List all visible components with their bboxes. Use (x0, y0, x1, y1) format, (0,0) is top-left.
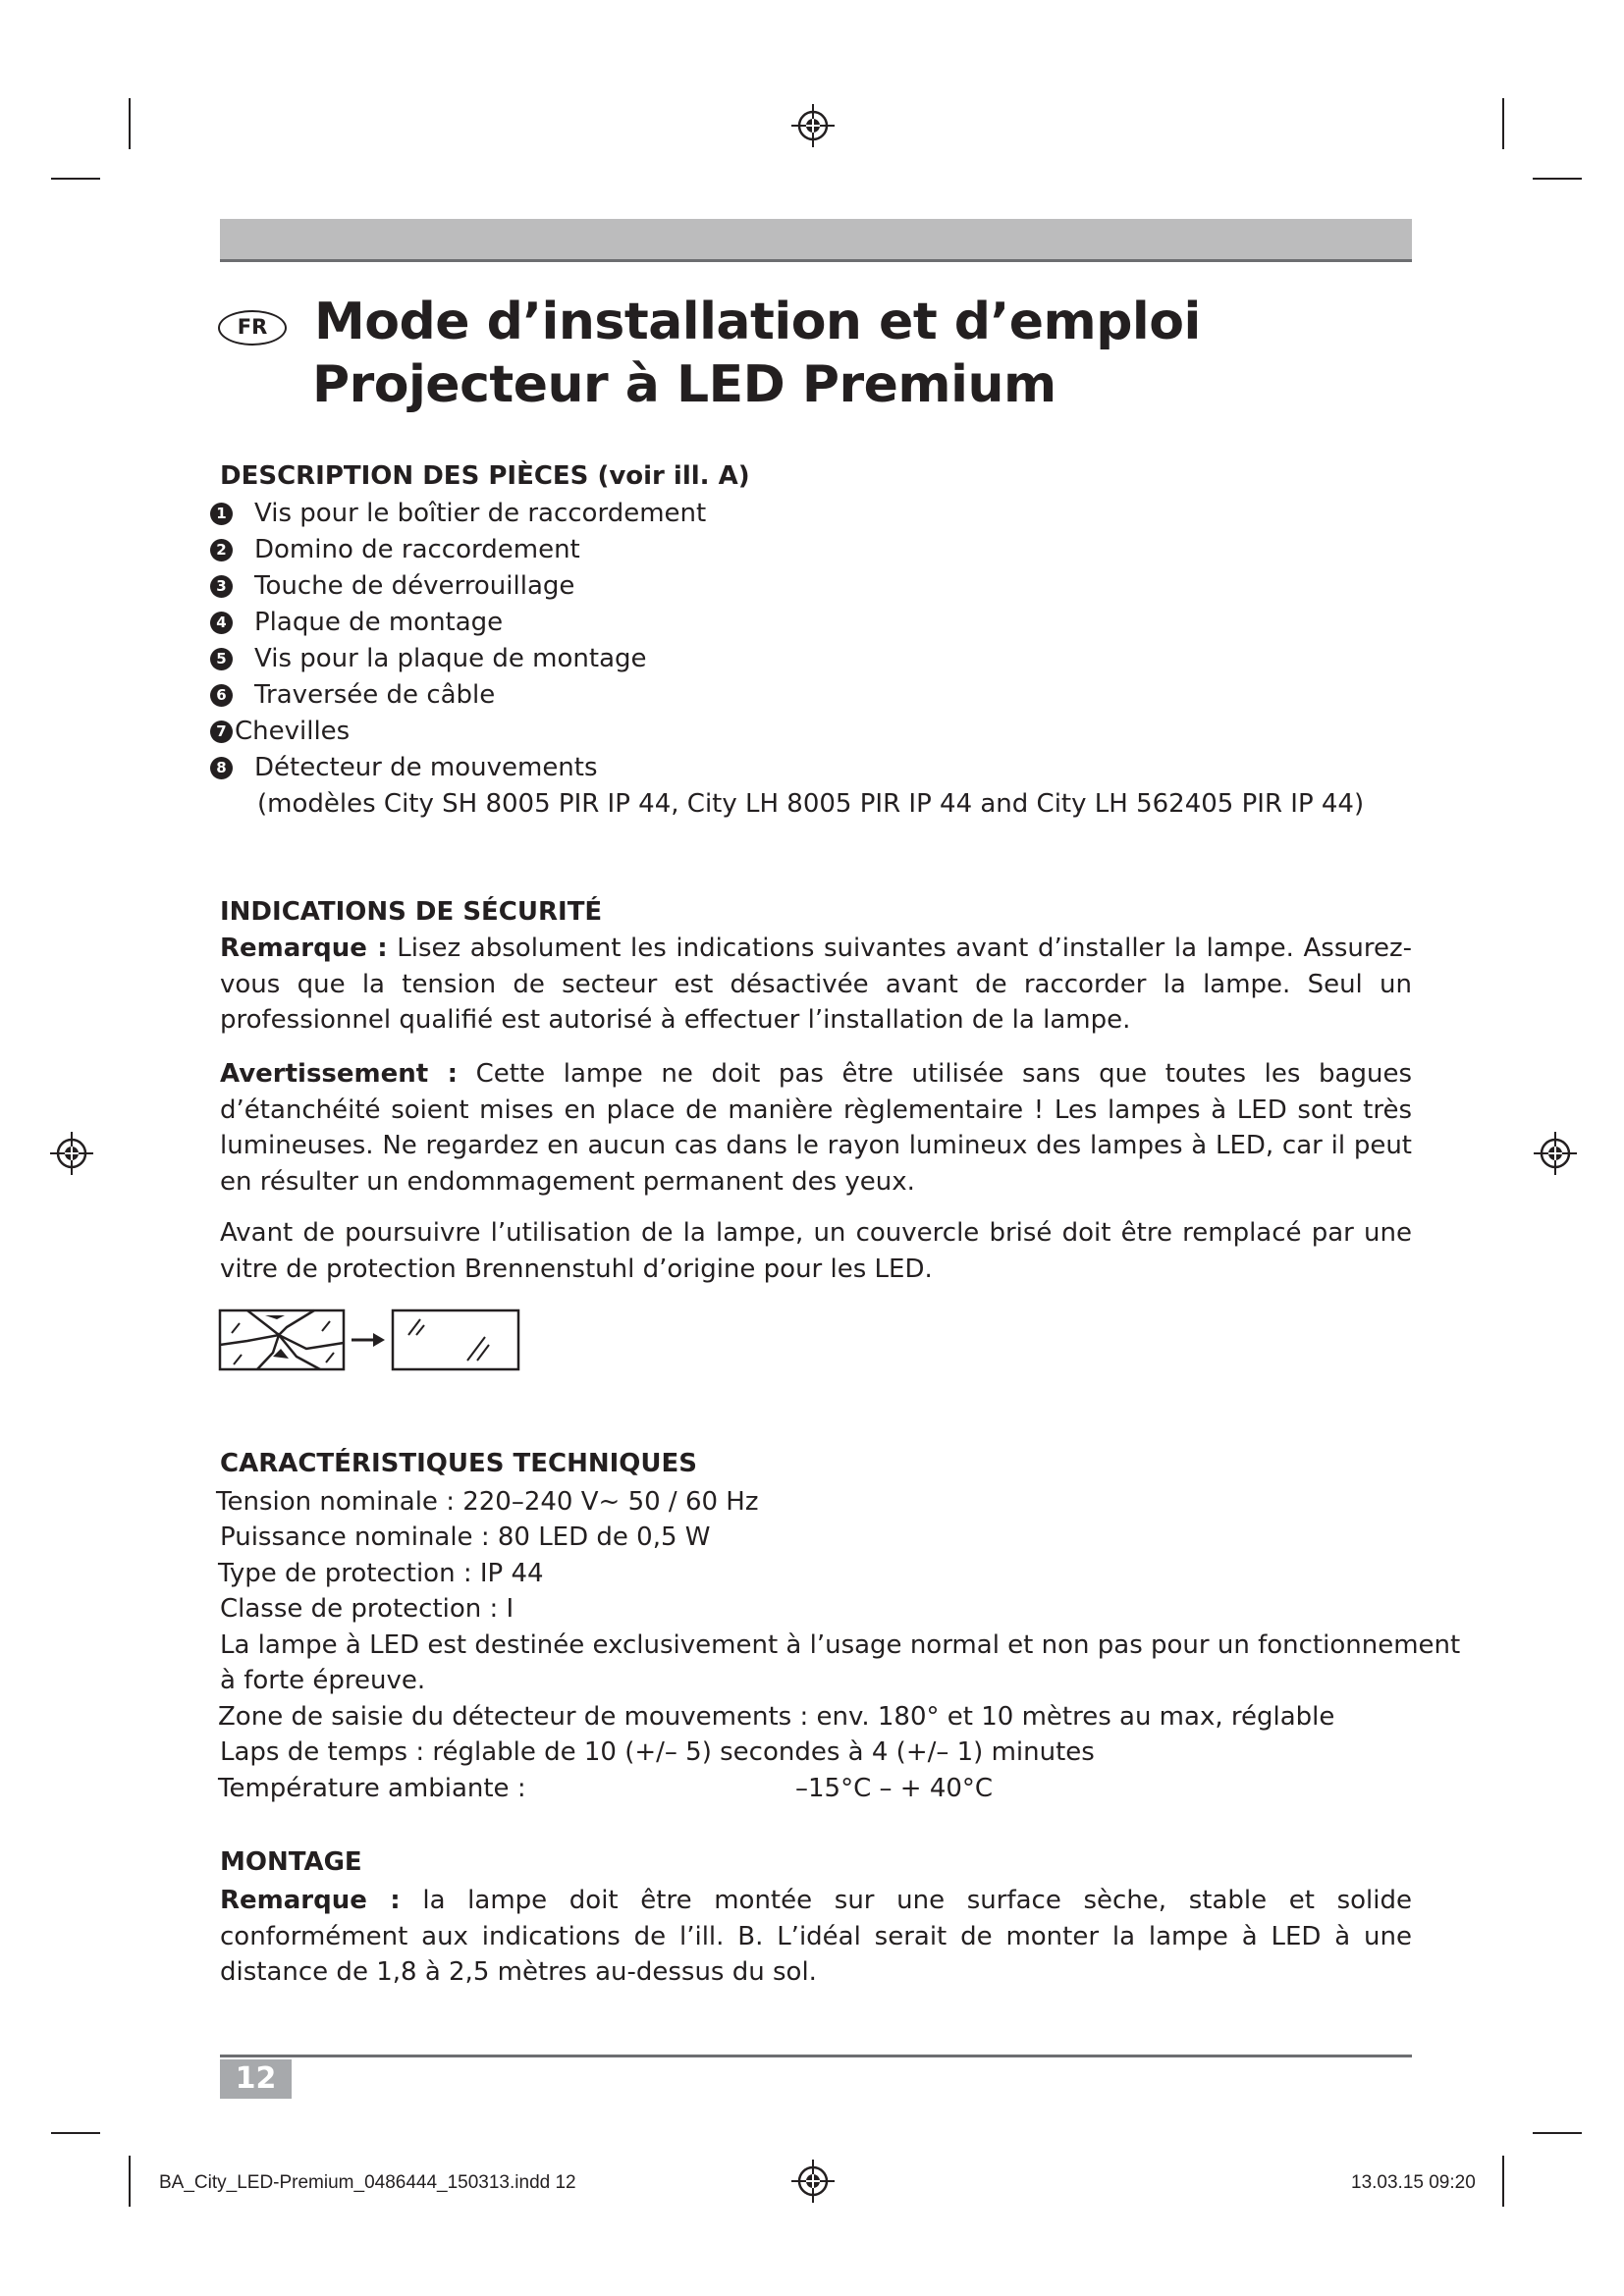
spec-usage-line2: à forte épreuve. (220, 1666, 426, 1695)
footer-rule (220, 2055, 1412, 2057)
warning-label: Avertissement : (220, 1059, 458, 1089)
list-item-label: Traversée de câble (254, 680, 496, 710)
list-item-label: Chevilles (235, 717, 351, 746)
specs-heading: CARACTÉRISTIQUES TECHNIQUES (220, 1449, 697, 1478)
crop-mark (1533, 2132, 1582, 2134)
number-badge: 2 (210, 539, 233, 561)
list-item (210, 750, 1364, 786)
file-slug: BA_City_LED-Premium_0486444_150313.indd 12 (159, 2172, 576, 2193)
language-badge: FR (218, 310, 287, 346)
crop-mark (129, 2156, 131, 2207)
spec-rated-power: Puissance nominale : 80 LED de 0,5 W (220, 1522, 711, 1552)
spec-protection-type: Type de protection : IP 44 (218, 1559, 544, 1588)
crop-mark (51, 2132, 100, 2134)
page-subtitle: Projecteur à LED Premium (312, 355, 1056, 414)
spec-time-lapse: Laps de temps : réglable de 10 (+/– 5) secondes à 4 (+/– 1) minutes (220, 1737, 1095, 1767)
spec-rated-voltage: Tension nominale : 220–240 V~ 50 / 60 Hz (216, 1487, 759, 1517)
list-item (210, 641, 1364, 677)
list-item-label: Touche de déverrouillage (254, 571, 575, 601)
crop-mark (1533, 178, 1582, 180)
safety-note (220, 931, 1412, 1039)
spec-ambient-label: Température ambiante : (218, 1774, 526, 1803)
number-badge: 3 (210, 575, 233, 598)
note-label: Remarque : (220, 934, 388, 963)
header-bar (220, 219, 1412, 262)
list-item-label: Plaque de montage (254, 608, 504, 637)
number-badge: 8 (210, 757, 233, 779)
crop-mark (1502, 2156, 1504, 2207)
number-badge: 7 (210, 721, 233, 743)
note-text: Lisez absolument les indications suivantes avant d’installer la lampe. Assurez-vous que la tension de secteur est désactivée avant de raccorder la lampe. Seul un professionnel qualifié est autorisé à effectuer l’installation de la lampe. (220, 934, 1412, 1035)
spec-detection-zone: Zone de saisie du détecteur de mouvements : env. 180° et 10 mètres au max, réglable (218, 1702, 1335, 1732)
spec-protection-class: Classe de protection : I (220, 1594, 514, 1624)
list-item (210, 714, 1364, 750)
page-number: 12 (220, 2059, 292, 2099)
registration-mark-icon (50, 1132, 93, 1175)
number-badge: 5 (210, 648, 233, 670)
mounting-note (220, 1883, 1412, 1991)
parts-list (210, 496, 1364, 823)
number-badge: 1 (210, 503, 233, 525)
list-item (210, 568, 1364, 605)
number-badge: 4 (210, 612, 233, 634)
list-item-label: Vis pour la plaque de montage (254, 644, 647, 673)
date-time-stamp: 13.03.15 09:20 (1351, 2172, 1476, 2193)
list-item (210, 532, 1364, 568)
list-item (210, 677, 1364, 714)
note-text: la lampe doit être montée sur une surface sèche, stable et solide conformément aux indications de l’ill. B. L’idéal serait de monter la lampe à LED à une distance de 1,8 à 2,5 mètres au-dessus du sol. (220, 1886, 1412, 1987)
warning-text: Cette lampe ne doit pas être utilisée sans que toutes les bagues d’étanchéité soient mises en place de manière règlementaire ! Les lampes à LED sont très lumineuses. Ne regardez en aucun cas dans le rayon lumineux des lampes à LED, car il peut en résulter un endommagement permanent des yeux. (220, 1059, 1412, 1197)
list-item-label: Vis pour le boîtier de raccordement (254, 499, 707, 528)
list-item (210, 605, 1364, 641)
mounting-heading: MONTAGE (220, 1847, 362, 1877)
spec-ambient-value: –15°C – + 40°C (795, 1774, 994, 1803)
list-item (210, 496, 1364, 532)
broken-glass-to-new-glass-icon (218, 1306, 524, 1376)
parts-heading: DESCRIPTION DES PIÈCES (voir ill. A) (220, 461, 750, 491)
registration-mark-icon (791, 104, 835, 147)
crop-mark (51, 178, 100, 180)
crop-mark (1502, 98, 1504, 149)
note-label: Remarque : (220, 1886, 401, 1915)
list-item-label: Domino de raccordement (254, 535, 580, 564)
list-item-label: Détecteur de mouvements (254, 753, 598, 782)
safety-warning (220, 1056, 1412, 1200)
page-title: Mode d’installation et d’emploi (314, 293, 1201, 351)
number-badge: 6 (210, 684, 233, 707)
registration-mark-icon (791, 2160, 835, 2203)
models-note: (modèles City SH 8005 PIR IP 44, City LH 8005 PIR IP 44 and City LH 562405 PIR IP 44) (257, 789, 1365, 819)
glass-replacement-text: Avant de poursuivre l’utilisation de la lampe, un couvercle brisé doit être remplacé par une vitre de protection Brennenstuhl d’origine pour les LED. (220, 1218, 1412, 1284)
safety-heading: INDICATIONS DE SÉCURITÉ (220, 897, 603, 927)
spec-usage-line1: La lampe à LED est destinée exclusivement à l’usage normal et non pas pour un fonctionnement (220, 1630, 1461, 1660)
crop-mark (129, 98, 131, 149)
registration-mark-icon (1534, 1132, 1577, 1175)
